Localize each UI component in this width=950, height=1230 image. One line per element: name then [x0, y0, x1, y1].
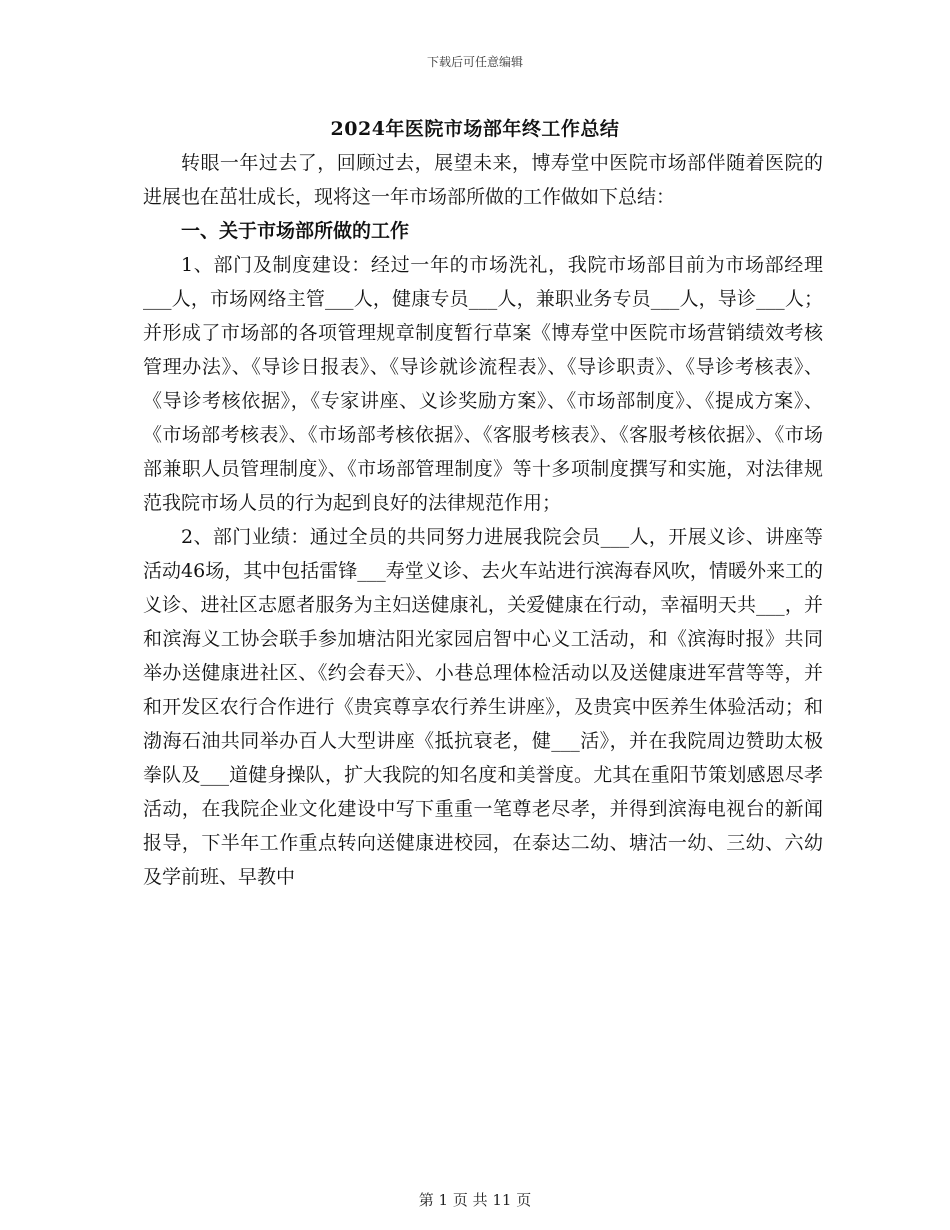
intro-paragraph: 转眼一年过去了，回顾过去，展望未来，博寿堂中医院市场部伴随着医院的进展也在茁壮成长，现将这一年市场部所做的工作做如下总结：	[143, 152, 823, 208]
header-note: 下载后可任意编辑	[426, 55, 523, 69]
document-title: 2024年医院市场部年终工作总结	[330, 118, 620, 140]
performance-paragraph: 2、部门业绩：通过全员的共同努力进展我院会员___人，开展义诊、讲座等活动46场，其中包括雷锋___寿堂义诊、去火车站进行滨海春风吹，情暖外来工的义诊、进社区志愿者服务为主妇送健康礼，关爱健康在行动，幸福明天共___，并和滨海义工协会联手参加塘沽阳光家园启智中心义工活动，和《滨海时报》共同举办送健康进社区、《约会春天》、小巷总理体检活动以及送健康进军营等等，并和开发区农行合作进行《贵宾尊享农行养生讲座》，及贵宾中医养生体验活动；和渤海石油共同举办百人大型讲座《抵抗衰老，健___活》，并在我院周边赞助太极拳队及___道健身操队，扩大我院的知名度和美誉度。尤其在重阳节策划感恩尽孝活动，在我院企业文化建设中写下重重一笔尊老尽孝，并得到滨海电视台的新闻报导，下半年工作重点转向送健康进校园，在泰达二幼、塘沽一幼、三幼、六幼及学前班、早教中	[143, 526, 823, 888]
section-heading: 一、关于市场部所做的工作	[181, 220, 410, 242]
page-number: 第 1 页 共 11 页	[418, 1191, 532, 1209]
department-paragraph: 1、部门及制度建设：经过一年的市场洗礼，我院市场部目前为市场部经理___人，市场网络主管___人，健康专员___人，兼职业务专员___人，导诊___人；并形成了市场部的各项管理规章制度暂行草案《博寿堂中医院市场营销绩效考核管理办法》、《导诊日报表》、《导诊就诊流程表》、《导诊职责》、《导诊考核表》、《导诊考核依据》，《专家讲座、义诊奖励方案》、《市场部制度》、《提成方案》、《市场部考核表》、《市场部考核依据》、《客服考核表》、《客服考核依据》、《市场部兼职人员管理制度》、《市场部管理制度》等十多项制度撰写和实施，对法律规范我院市场人员的行为起到良好的法律规范作用；	[143, 254, 823, 514]
document-body	[143, 146, 823, 894]
